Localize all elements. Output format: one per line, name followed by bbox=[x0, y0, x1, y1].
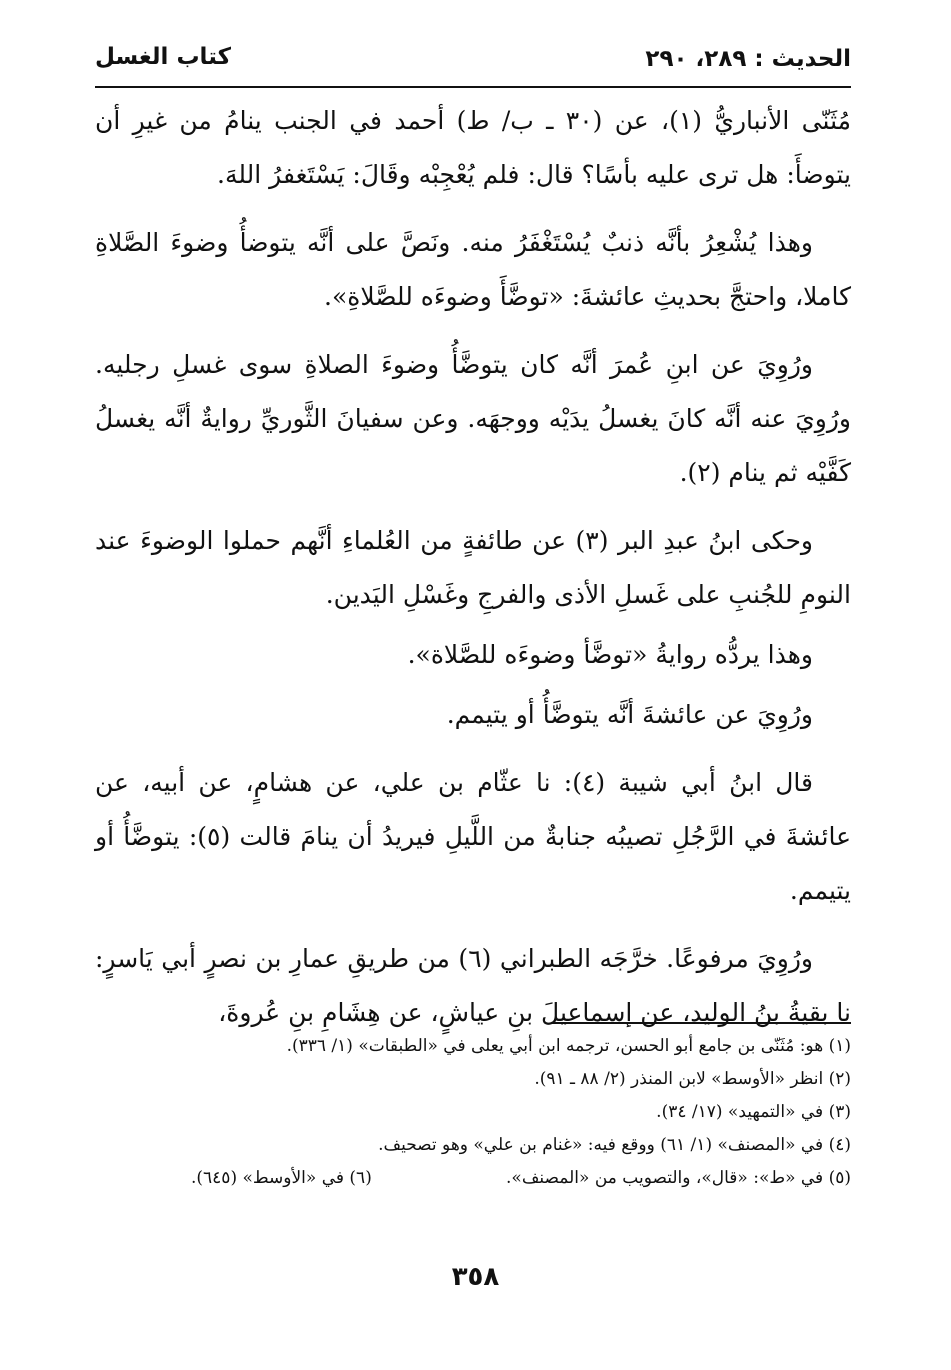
footnote: (٤) في «المصنف» (١/ ٦١) ووقع فيه: «غنام بن علي» وهو تصحيف. bbox=[378, 1135, 851, 1155]
running-header bbox=[95, 38, 851, 88]
footnote: (٦) في «الأوسط» (٦٤٥). bbox=[191, 1168, 372, 1188]
book-title: كتاب الغسل bbox=[95, 44, 231, 70]
main-text bbox=[95, 94, 851, 1054]
paragraph: قال ابنُ أبي شيبة (٤): نا عثّام بن علي، عن هشامٍ، عن أبيه، عن عائشةَ في الرَّجُلِ تصيبُه جنابةٌ من اللَّيلِ فيريدُ أن ينامَ قالت (٥): يتوضَّأُ أو يتيمم. bbox=[95, 768, 851, 905]
paragraph: وهذا يُشْعِرُ بأنَّه ذنبٌ يُسْتَغْفَرُ منه. ونَصَّ على أنَّه يتوضأُ وضوءَ الصَّلاةِ كاملا، واحتجَّ بحديثِ عائشةَ: «توضَّأَ وضوءَه للصَّلاةِ». bbox=[95, 228, 851, 311]
footnotes bbox=[95, 1030, 851, 1195]
footnote: (٣) في «التمهيد» (١٧/ ٣٤). bbox=[656, 1102, 851, 1122]
paragraph: وهذا يردُّه روايةُ «توضَّأ وضوءَه للصَّلاة». bbox=[407, 640, 813, 669]
footnote-divider bbox=[551, 1022, 851, 1024]
paragraph: وحكى ابنُ عبدِ البر (٣) عن طائفةٍ من العُلماءِ أنَّهم حملوا الوضوءَ عند النومِ للجُنبِ على غَسلِ الأذى والفرجِ وغَسْلِ اليَدين. bbox=[95, 526, 851, 609]
paragraph: ورُوِيَ عن عائشةَ أنَّه يتوضَّأُ أو يتيمم. bbox=[446, 700, 813, 729]
footnote: (١) هو: مُثَنّى بن جامع أبو الحسن، ترجمه ابن أبي يعلى في «الطبقات» (١/ ٣٣٦). bbox=[286, 1036, 851, 1056]
paragraph: مُثَنّى الأنباريُّ (١)، عن (٣٠ ـ ب/ ط) أحمد في الجنب ينامُ من غيرِ أن يتوضأَ: هل ترى عليه بأسًا؟ قال: فلم يُعْجِبْه وقَالَ: يَسْتَغفرُ اللهَ. bbox=[95, 106, 851, 189]
page-number: ٣٥٨ bbox=[451, 1262, 500, 1292]
paragraph: ورُوِيَ عن ابنِ عُمرَ أنَّه كان يتوضَّأُ وضوءَ الصلاةِ سوى غسلِ رجليه. ورُوِيَ عنه أنَّه كانَ يغسلُ يدَيْه ووجهَه. وعن سفيانَ الثَّوريِّ روايةٌ أنَّه يغسلُ كَفَّيْه ثم ينام (٢). bbox=[95, 350, 851, 487]
footnote: (٢) انظر «الأوسط» لابن المنذر (٢/ ٨٨ ـ ٩١). bbox=[534, 1069, 851, 1089]
footnote-row bbox=[191, 1162, 851, 1195]
paragraph: ورُوِيَ مرفوعًا. خرَّجَه الطبراني (٦) من طريقِ عمارِ بن نصرٍ أبي يَاسرٍ: نا بقيةُ بنُ الوليد، عن إسماعيلَ بنِ عياشٍ، عن هِشَامِ بنِ عُروةَ، bbox=[95, 944, 851, 1027]
footnote: (٥) في «ط»: «قال»، والتصويب من «المصنف». bbox=[506, 1168, 851, 1188]
hadith-range-label: الحديث : ٢٨٩، ٢٩٠ bbox=[645, 46, 851, 72]
